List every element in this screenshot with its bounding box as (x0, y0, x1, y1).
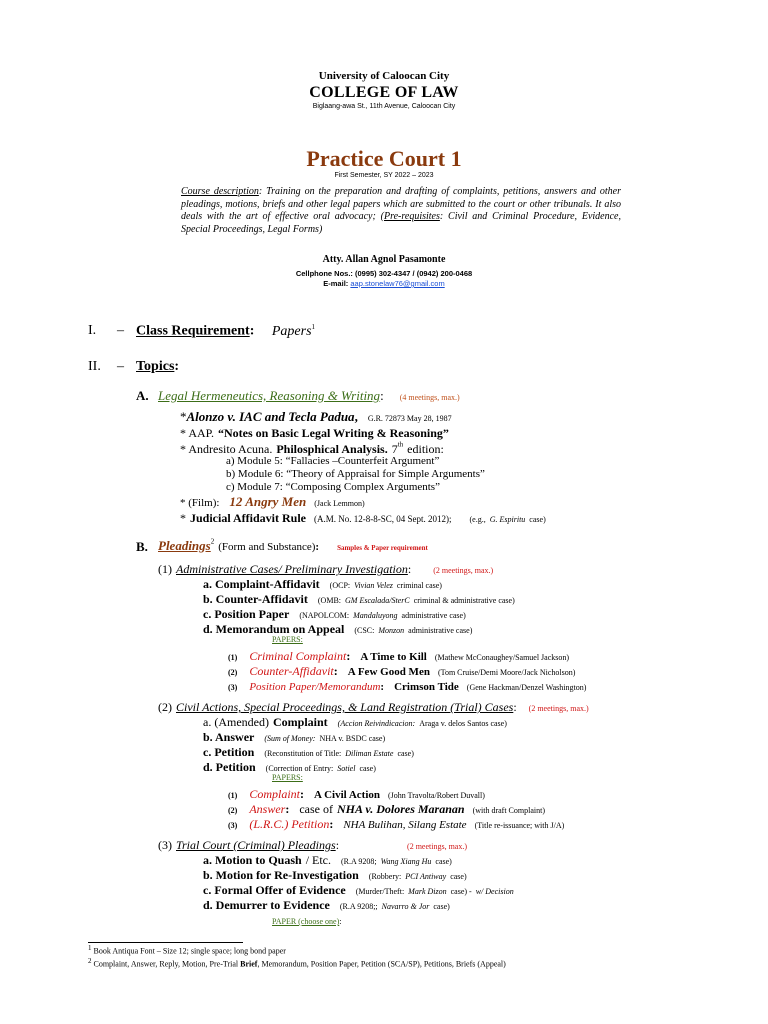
section-1-number: I. (88, 323, 97, 338)
section-2-dash: – (117, 359, 124, 374)
topic-a-item-2: * AAP. “Notes on Basic Legal Writing & Reasoning” (180, 426, 449, 440)
topic-a-title: Legal Hermeneutics, Reasoning & Writing (158, 388, 381, 403)
alonzo-case: Alonzo v. IAC and Tecla Padua (186, 409, 355, 424)
b1-item-b: b. Counter-Affidavit (OMB: GM Escalada/SterC criminal & administrative case) (203, 592, 515, 606)
description-text: : Training on the preparation and drafting of complaints, petitions, answers and other pleadings, motions, briefs and other legal papers which are submitted to the court or other tribunals. It also deals with the art of effective oral advocacy; ( (181, 186, 622, 222)
email-label: E-mail: (323, 279, 349, 288)
b2-paper-2: (2) Answer: case of NHA v. Dolores Maranan (with draft Complaint) (228, 802, 545, 816)
topic-a-heading: Legal Hermeneutics, Reasoning & Writing: (4 meetings, max.) (158, 388, 460, 403)
pleadings-title: Pleadings (158, 538, 211, 553)
b1-heading: (1) Administrative Cases/ Preliminary Investigation: (2 meetings, max.) (158, 562, 494, 576)
b3-item-d: d. Demurrer to Evidence (R.A 9208;; Navarro & Jor case) (203, 898, 450, 912)
footnote-2: 2 Complaint, Answer, Reply, Motion, Pre-Trial Brief, Memorandum, Position Paper, Petition (SCA/SP), Petitions, Briefs (Appeal) (88, 957, 506, 969)
b2-paper-3: (3) (L.R.C.) Petition: NHA Bulihan, Silang Estate (Title re-issuance; with J/A) (228, 817, 565, 831)
topic-b-note: Samples & Paper requirement (337, 544, 428, 552)
course-description (181, 186, 621, 236)
topics-label: Topics (136, 359, 175, 374)
section-2-number: II. (88, 359, 101, 374)
b1-paper-2: (2) Counter-Affidavit: A Few Good Men (Tom Cruise/Demi Moore/Jack Nicholson) (228, 664, 576, 678)
footnote-1: 1 Book Antiqua Font – Size 12; single space; long bond paper (88, 944, 286, 956)
instructor-name: Atty. Allan Agnol Pasamonte (322, 254, 446, 265)
footnote-separator (88, 942, 243, 943)
prereq-text: : Civil and Criminal Procedure, Evidence, Special Proceedings, Legal Forms) (181, 211, 621, 235)
b3-item-b: b. Motion for Re-Investigation (Robbery: PCI Antiway case) (203, 868, 467, 882)
class-requirement-label: Class Requirement (136, 323, 250, 339)
b2-item-a: a. (Amended) Complaint (Accion Reivindicacion: Araga v. delos Santos case) (203, 715, 507, 729)
semester: First Semester, SY 2022 – 2023 (334, 172, 434, 179)
prereq-label: Pre-requisites (383, 211, 440, 222)
topic-a-note: (4 meetings, max.) (399, 393, 460, 402)
course-title: Practice Court 1 (306, 146, 462, 171)
university-name: University of Caloocan City (318, 70, 450, 82)
b3-heading: (3) Trial Court (Criminal) Pleadings: (2 meetings, max.) (158, 838, 468, 852)
topic-a-letter: A. (136, 388, 149, 403)
b1-item-a: a. Complaint-Affidavit (OCP: Vivian Velez criminal case) (203, 577, 442, 591)
topic-a-item-3: * Andresito Acuna. Philosphical Analysis. 7th edition: (180, 440, 444, 456)
college-address: Biglaang-awa St., 11th Avenue, Caloocan City (312, 103, 456, 110)
topic-b-heading: Pleadings$^2$ (Form and Substance): Samples & Paper requirement (158, 537, 428, 553)
topic-a-item-1: *Alonzo v. IAC and Tecla Padua, G.R. 72873 May 28, 1987 (180, 409, 452, 424)
footnote-ref-1: 1 (311, 323, 316, 331)
description-label: Course description (181, 186, 259, 197)
b3-item-c: c. Formal Offer of Evidence (Murder/Theft: Mark Dizon case) - w/ Decision (203, 883, 514, 897)
topic-a-film: * (Film): 12 Angry Men (Jack Lemmon) (180, 494, 365, 509)
cellphone: Cellphone Nos.: (0995) 302-4347 / (0942) 200-0468 (295, 269, 473, 278)
b1-item-c: c. Position Paper (NAPOLCOM: Mandaluyong administrative case) (203, 607, 466, 621)
section-1-heading: Class Requirement: Papers$^1$ (136, 323, 316, 339)
film-title: 12 Angry Men (229, 494, 307, 509)
b3-papers-label: PAPER (choose one): (272, 917, 342, 926)
email-link[interactable]: aap.stonelaw76@gmail.com (350, 279, 445, 288)
b2-item-d: d. Petition (Correction of Entry: Sotiel case) (203, 760, 376, 774)
b2-paper-1: (1) Complaint: A Civil Action (John Travolta/Robert Duvall) (228, 787, 485, 801)
b2-heading: (2) Civil Actions, Special Proceedings, & Land Registration (Trial) Cases: (2 meetings, max.) (158, 700, 589, 714)
section-2-heading: Topics: (136, 359, 180, 374)
module-5: a) Module 5: “Fallacies –Counterfeit Argument” (226, 455, 440, 467)
b2-papers-label: PAPERS: (272, 773, 303, 782)
email-line (0, 279, 768, 288)
topic-a-jar: * Judicial Affidavit Rule (A.M. No. 12-8-8-SC, 04 Sept. 2012); (e.g., G. Espiritu case) (180, 511, 546, 525)
b2-item-b: b. Answer (Sum of Money: NHA v. BSDC case) (203, 730, 386, 744)
b1-papers-label: PAPERS: (272, 635, 303, 644)
college-name: COLLEGE OF LAW (309, 84, 459, 101)
topic-b-letter: B. (136, 539, 148, 554)
section-1-dash: – (117, 323, 124, 338)
b1-paper-1: (1) Criminal Complaint: A Time to Kill (Mathew McConaughey/Samuel Jackson) (228, 649, 570, 663)
b1-item-d: d. Memorandum on Appeal (CSC: Monzon administrative case) (203, 622, 473, 636)
class-requirement-value: Papers (271, 323, 312, 339)
b3-item-a: a. Motion to Quash / Etc. (R.A 9208; Wang Xiang Hu case) (203, 853, 452, 867)
b2-item-c: c. Petition (Reconstitution of Title: Diliman Estate case) (203, 745, 414, 759)
module-6: b) Module 6: “Theory of Appraisal for Simple Arguments” (226, 468, 485, 480)
module-7: c) Module 7: “Composing Complex Arguments” (226, 481, 440, 493)
b1-paper-3: (3) Position Paper/Memorandum: Crimson Tide (Gene Hackman/Denzel Washington) (228, 681, 587, 693)
